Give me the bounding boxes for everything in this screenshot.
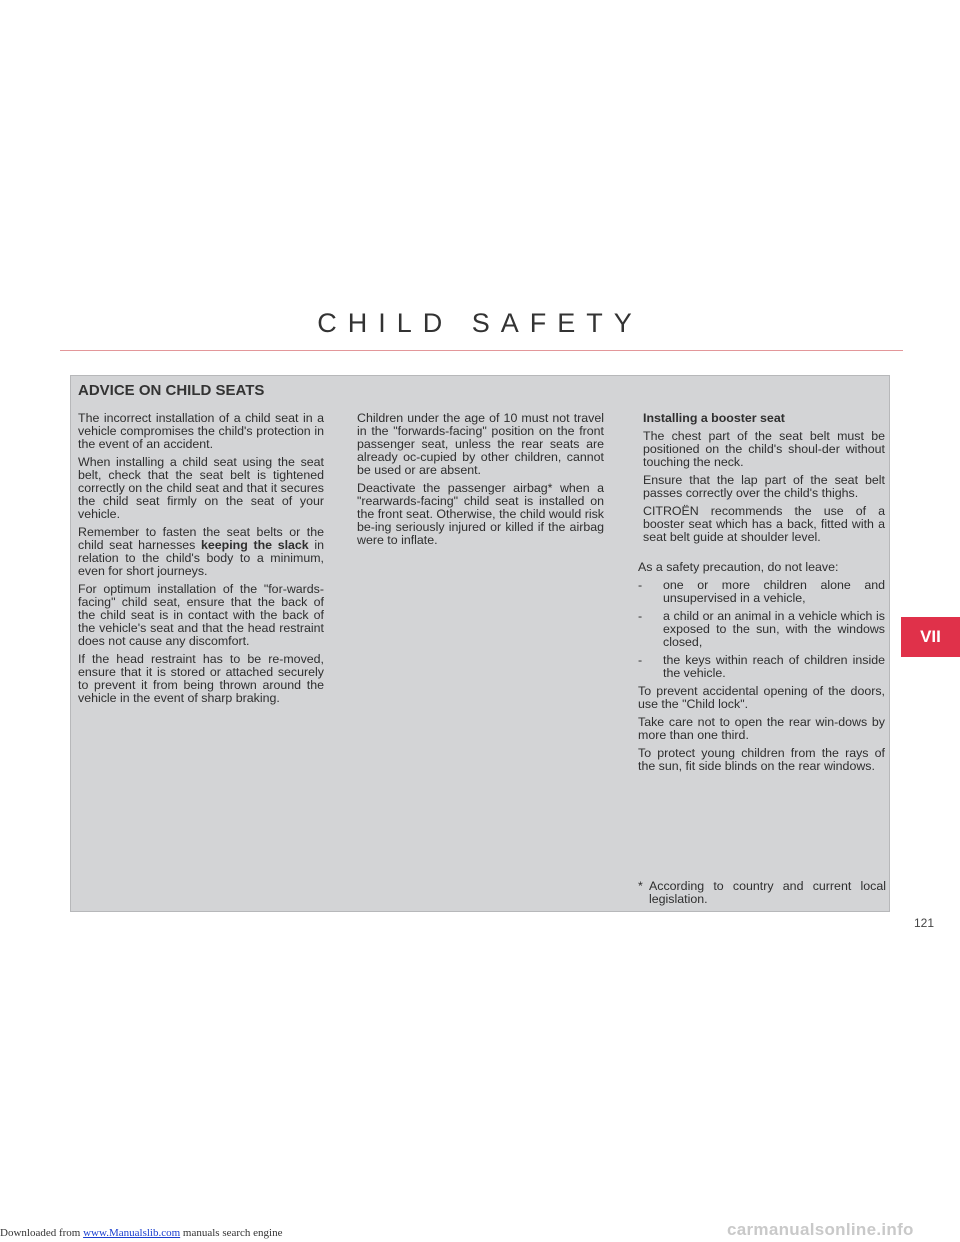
advice-panel: [70, 375, 890, 912]
title-rule: [60, 350, 903, 351]
dash-marker: -: [638, 578, 643, 592]
column-left: [78, 412, 324, 710]
paragraph: For optimum installation of the "for-wards-facing" child seat, ensure that the back of the child seat is in contact with the back of the vehicle's seat and that the head restraint does not cause any discomfort.: [78, 582, 324, 648]
footnote-text: According to country and current local legislation.: [649, 879, 886, 906]
dash-marker: -: [638, 653, 643, 667]
paragraph: Ensure that the lap part of the seat belt passes correctly over the child's thighs.: [643, 473, 885, 500]
column-middle: [357, 412, 604, 552]
chapter-tab[interactable]: VII: [901, 617, 960, 657]
booster-heading: Installing a booster seat: [643, 411, 785, 425]
watermark: carmanualsonline.info: [727, 1220, 914, 1239]
paragraph: When installing a child seat using the seat belt, check that the seat belt is tightened correctly on the child seat and that it secures the child seat firmly on the seat of your vehicle.: [78, 455, 324, 521]
dash-marker: -: [638, 609, 643, 623]
paragraph: Take care not to open the rear win-dows by more than one third.: [638, 715, 885, 742]
paragraph: CITROËN recommends the use of a booster seat which has a back, fitted with a seat belt guide at shoulder level.: [643, 504, 885, 544]
list-item: [638, 654, 885, 680]
paragraph: If the head restraint has to be re-moved, ensure that it is stored or attached securely to prevent it from being thrown around the vehicle in the event of sharp braking.: [78, 652, 324, 705]
paragraph: The incorrect installation of a child seat in a vehicle compromises the child's protection in the event of an accident.: [78, 411, 324, 451]
paragraph: To protect young children from the rays of the sun, fit side blinds on the rear windows.: [638, 746, 885, 773]
footnote-marker: *: [638, 879, 643, 893]
list-item-text: the keys within reach of children inside the vehicle.: [663, 653, 885, 680]
precaution-block: [638, 561, 885, 773]
paragraph-text: Remember to fasten the seat belts or the child seat harnesses: [78, 525, 324, 552]
download-suffix: manuals search engine: [180, 1227, 283, 1239]
page-title: CHILD SAFETY: [317, 308, 643, 338]
emphasis-text: keeping the slack: [201, 538, 309, 552]
list-item-text: one or more children alone and unsupervised in a vehicle,: [663, 578, 885, 605]
paragraph: Children under the age of 10 must not travel in the "forwards-facing" position on the front passenger seat, unless the rear seats are already oc-cupied by other children, cannot be used or are absent.: [357, 411, 604, 477]
download-prefix: Downloaded from: [0, 1227, 84, 1239]
list-item: [638, 610, 885, 649]
section-heading: ADVICE ON CHILD SEATS: [78, 382, 265, 399]
page-number: 121: [914, 916, 935, 930]
footnote: [638, 880, 886, 906]
precaution-intro: As a safety precaution, do not leave:: [638, 560, 839, 574]
column-right: [638, 411, 885, 778]
download-bar: [0, 1227, 282, 1239]
paragraph-with-emphasis: [78, 526, 324, 578]
paragraph: The chest part of the seat belt must be positioned on the child's shoul-der without touching the neck.: [643, 429, 885, 469]
list-item: [638, 579, 885, 605]
manualslib-link[interactable]: www.Manualslib.com: [83, 1227, 181, 1239]
paragraph: To prevent accidental opening of the doors, use the "Child lock".: [638, 684, 885, 711]
paragraph: Deactivate the passenger airbag* when a "rearwards-facing" child seat is installed on the front seat. Otherwise, the child would risk be-ing seriously injured or killed if the airbag were to inflate.: [357, 481, 604, 547]
paragraph-text: in relation to the child's body to a minimum, even for short journeys.: [78, 538, 324, 578]
list-item-text: a child or an animal in a vehicle which is exposed to the sun, with the windows closed,: [663, 609, 885, 649]
booster-seat-block: [643, 412, 885, 544]
